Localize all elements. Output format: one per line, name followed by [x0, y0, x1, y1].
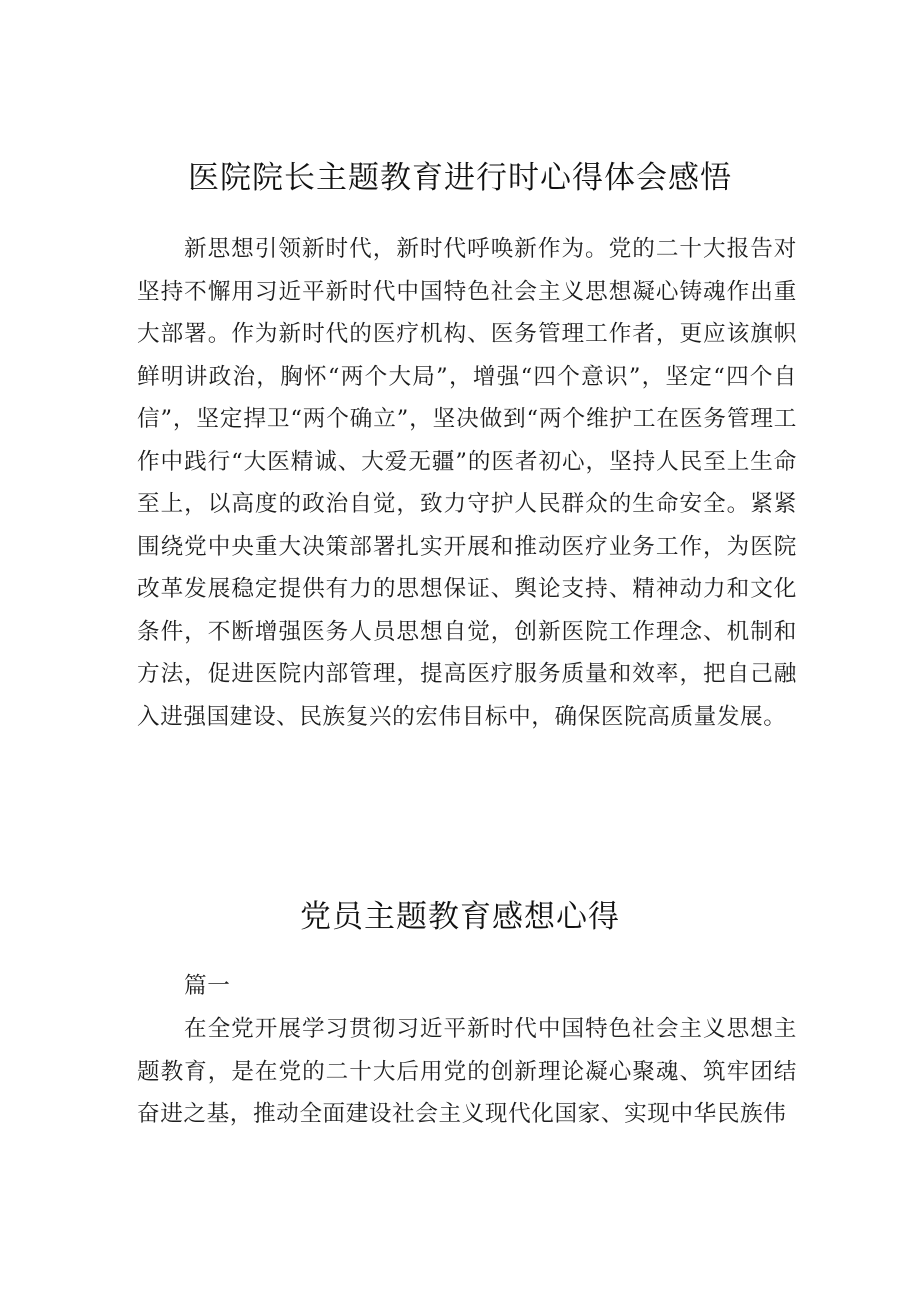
section-label: 篇一	[184, 973, 231, 999]
document-title-1: 医院院长主题教育进行时心得体会感悟	[188, 160, 732, 196]
body-paragraph-2: 在全党开展学习贯彻习近平新时代中国特色社会主义思想主题教育，是在党的二十大后用党的创新理论凝心聚魂、筑牢团结奋进之基，推动全面建设社会主义现代化国家、实现中华民族伟	[137, 1016, 797, 1127]
document-title-2: 党员主题教育感想心得	[300, 899, 620, 935]
body-paragraph-1: 新思想引领新时代，新时代呼唤新作为。党的二十大报告对坚持不懈用习近平新时代中国特色社会主义思想凝心铸魂作出重大部署。作为新时代的医疗机构、医务管理工作者，更应该旗帜鲜明讲政治，胸怀“两个大局”，增强“四个意识”，坚定“四个自信”，坚定捍卫“两个确立”，坚决做到“两个维护工在医务管理工作中践行“大医精诚、大爱无疆”的医者初心，坚持人民至上生命至上，以高度的政治自觉，致力守护人民群众的生命安全。紧紧围绕党中央重大决策部署扎实开展和推动医疗业务工作，为医院改革发展稳定提供有力的思想保证、舆论支持、精神动力和文化条件，不断增强医务人员思想自觉，创新医院工作理念、机制和方法，促进医院内部管理，提高医疗服务质量和效率，把自己融入进强国建设、民族复兴的宏伟目标中，确保医院高质量发展。	[137, 236, 797, 730]
